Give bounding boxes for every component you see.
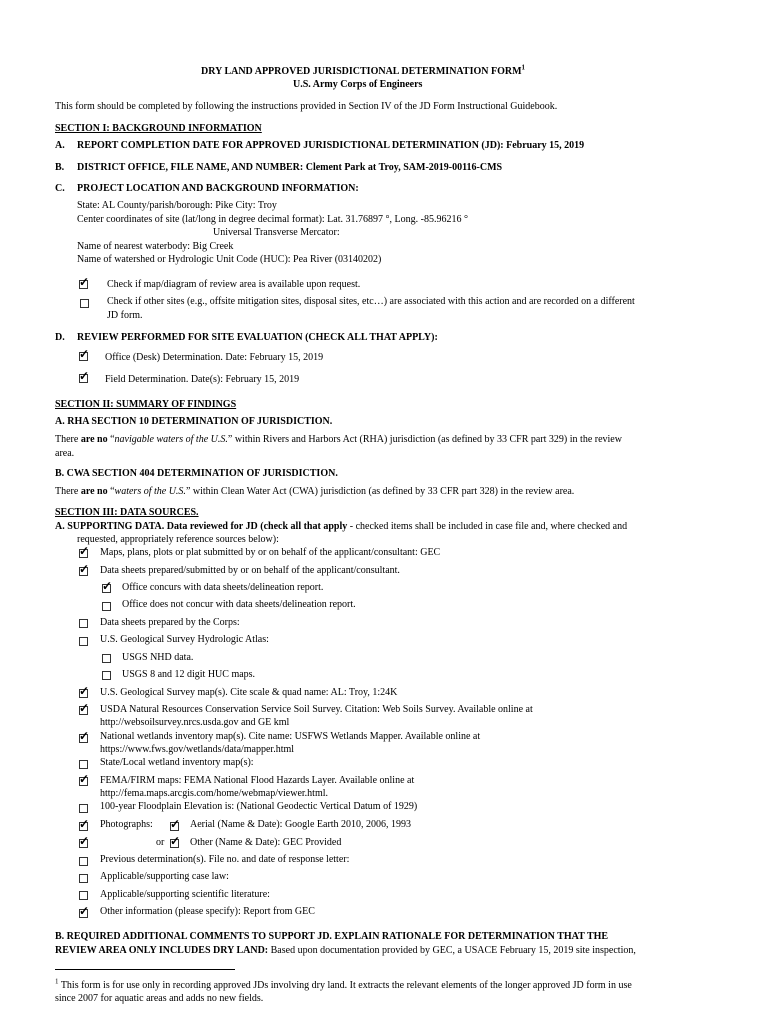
data-sheets-applicant-checkbox[interactable]	[79, 562, 90, 576]
office-determination-label: Office (Desk) Determination. Date: February 15, 2019	[105, 352, 324, 363]
map-available-label: Check if map/diagram of review area is available upon request.	[107, 279, 361, 290]
intro-text: This form should be completed by following the instructions provided in Section IV of the JD Form Instructional Guidebook.	[55, 101, 558, 112]
usgs-huc-label: USGS 8 and 12 digit HUC maps.	[122, 669, 256, 680]
cwa-heading: B. CWA SECTION 404 DETERMINATION OF JURISDICTION.	[55, 468, 338, 479]
case-law-label: Applicable/supporting case law:	[100, 871, 229, 882]
fema-firm-label: FEMA/FIRM maps: FEMA National Flood Hazards Layer. Available online at	[100, 775, 415, 786]
previous-determination-label: Previous determination(s). File no. and date of response letter:	[100, 854, 350, 865]
other-sites-label: Check if other sites (e.g., offsite mitigation sites, disposal sites, etc…) are associated with this action and are recorded on a different	[107, 296, 635, 307]
nwi-map-label: National wetlands inventory map(s). Cite name: USFWS Wetlands Mapper. Available online at	[100, 731, 481, 742]
maps-plans-checkbox[interactable]	[79, 544, 90, 558]
usgs-nhd-label: USGS NHD data.	[122, 652, 194, 663]
rha-heading: A. RHA SECTION 10 DETERMINATION OF JURISDICTION.	[55, 416, 333, 427]
usgs-map-checkbox[interactable]	[79, 684, 90, 698]
office-not-concur-label: Office does not concur with data sheets/delineation report.	[122, 599, 356, 610]
usda-soil-url: http://websoilsurvey.nrcs.usda.gov and GE kml	[100, 717, 290, 728]
office-not-concur-checkbox[interactable]	[102, 602, 111, 611]
item-b-letter: B.	[55, 162, 65, 173]
corps-data-sheets-label: Data sheets prepared by the Corps:	[100, 617, 240, 628]
supporting-data-heading-cont: requested, appropriately reference sources below):	[77, 534, 279, 545]
state-local-wetland-checkbox[interactable]	[79, 760, 88, 769]
supporting-data-heading: A. SUPPORTING DATA. Data reviewed for JD (check all that apply - checked items shall be included in case file and, where checked and	[55, 521, 628, 532]
additional-comments-heading: B. REQUIRED ADDITIONAL COMMENTS TO SUPPORT JD. EXPLAIN RATIONALE FOR DETERMINATION THAT THE	[55, 931, 609, 942]
project-location-heading: PROJECT LOCATION AND BACKGROUND INFORMATION:	[77, 183, 359, 194]
footnote-divider	[55, 969, 235, 970]
utm-label: Universal Transverse Mercator:	[213, 227, 340, 238]
rha-text: There are no “navigable waters of the U.S.” within Rivers and Harbors Act (RHA) jurisdiction (as defined by 33 CFR part 329) in the review	[55, 434, 622, 445]
form-title: DRY LAND APPROVED JURISDICTIONAL DETERMINATION FORM$^1$	[201, 63, 526, 77]
checkmark-icon: ✓	[79, 904, 90, 918]
other-sites-checkbox[interactable]	[80, 299, 89, 308]
maps-plans-label: Maps, plans, plots or plat submitted by or on behalf of the applicant/consultant: GEC	[100, 547, 441, 558]
usgs-huc-checkbox[interactable]	[102, 671, 111, 680]
item-a-letter: A.	[55, 140, 65, 151]
checkmark-icon: ✓	[79, 562, 90, 576]
checkmark-icon: ✓	[79, 834, 90, 848]
fema-firm-checkbox[interactable]	[79, 772, 90, 786]
footnote-text: $^1$ This form is for use only in recording approved JDs involving dry land. It extracts the relevant elements of the longer approved JD form in use	[55, 977, 632, 991]
footnote-text-cont: since 2007 for aquatic areas and adds no new fields.	[55, 993, 264, 1004]
nwi-map-url: https://www.fws.gov/wetlands/data/mapper.html	[100, 744, 295, 755]
section-3-heading: SECTION III: DATA SOURCES.	[55, 507, 199, 518]
section-2-heading: SECTION II: SUMMARY OF FINDINGS	[55, 399, 237, 410]
cwa-text: There are no “waters of the U.S.” within Clean Water Act (CWA) jurisdiction (as defined by 33 CFR part 328) in the review area.	[55, 486, 575, 497]
checkmark-icon: ✓	[79, 684, 90, 698]
rha-text-cont: area.	[55, 448, 75, 459]
office-determination-checkbox[interactable]	[79, 347, 90, 361]
photographs-checkbox[interactable]	[79, 817, 90, 831]
usgs-atlas-checkbox[interactable]	[79, 637, 88, 646]
checkmark-icon: ✓	[79, 275, 90, 289]
state-county-city: State: AL County/parish/borough: Pike City: Troy	[77, 200, 277, 211]
case-law-checkbox[interactable]	[79, 874, 88, 883]
review-performed-heading: REVIEW PERFORMED FOR SITE EVALUATION (CHECK ALL THAT APPLY):	[77, 332, 438, 343]
other-photos-checkbox[interactable]	[170, 834, 181, 848]
other-sites-label-cont: JD form.	[107, 310, 143, 321]
floodplain-elevation-label: 100-year Floodplain Elevation is: (National Geodectic Vertical Datum of 1929)	[100, 801, 418, 812]
office-concurs-label: Office concurs with data sheets/delineation report.	[122, 582, 324, 593]
aerial-photos-label: Aerial (Name & Date): Google Earth 2010, 2006, 1993	[190, 819, 412, 830]
checkmark-icon: ✓	[79, 772, 90, 786]
scientific-literature-checkbox[interactable]	[79, 891, 88, 900]
district-office-file: DISTRICT OFFICE, FILE NAME, AND NUMBER: Clement Park at Troy, SAM-2019-00116-CMS	[77, 162, 503, 173]
aerial-photos-checkbox[interactable]	[170, 817, 181, 831]
item-d-letter: D.	[55, 332, 65, 343]
usgs-map-label: U.S. Geological Survey map(s). Cite scale & quad name: AL: Troy, 1:24K	[100, 687, 398, 698]
field-determination-label: Field Determination. Date(s): February 15, 2019	[105, 374, 300, 385]
report-completion-date: REPORT COMPLETION DATE FOR APPROVED JURISDICTIONAL DETERMINATION (JD): February 15, 2019	[77, 140, 585, 151]
previous-determination-checkbox[interactable]	[79, 857, 88, 866]
checkmark-icon: ✓	[79, 369, 90, 383]
other-photos-label: Other (Name & Date): GEC Provided	[190, 837, 342, 848]
other-information-checkbox[interactable]	[79, 904, 90, 918]
usda-soil-label: USDA Natural Resources Conservation Service Soil Survey. Citation: Web Soils Survey. Available online at	[100, 704, 533, 715]
or-label: or	[156, 837, 165, 848]
usda-soil-checkbox[interactable]	[79, 701, 90, 715]
state-local-wetland-label: State/Local wetland inventory map(s):	[100, 757, 254, 768]
checkmark-icon: ✓	[102, 579, 113, 593]
scientific-literature-label: Applicable/supporting scientific literature:	[100, 889, 270, 900]
checkmark-icon: ✓	[170, 817, 181, 831]
checkmark-icon: ✓	[79, 347, 90, 361]
usgs-nhd-checkbox[interactable]	[102, 654, 111, 663]
office-concurs-checkbox[interactable]	[102, 579, 113, 593]
field-determination-checkbox[interactable]	[79, 369, 90, 383]
fema-firm-url: http://fema.maps.arcgis.com/home/webmap/viewer.html.	[100, 788, 328, 799]
data-sheets-applicant-label: Data sheets prepared/submitted by or on behalf of the applicant/consultant.	[100, 565, 400, 576]
item-c-letter: C.	[55, 183, 65, 194]
corps-data-sheets-checkbox[interactable]	[79, 619, 88, 628]
checkmark-icon: ✓	[79, 817, 90, 831]
center-coordinates: Center coordinates of site (lat/long in degree decimal format): Lat. 31.76897 °, Long. -85.96216 °	[77, 214, 468, 225]
checkmark-icon: ✓	[170, 834, 181, 848]
photographs-label: Photographs:	[100, 819, 153, 830]
other-information-label: Other information (please specify): Report from GEC	[100, 906, 315, 917]
floodplain-elevation-checkbox[interactable]	[79, 804, 88, 813]
watershed-huc: Name of watershed or Hydrologic Unit Code (HUC): Pea River (03140202)	[77, 254, 382, 265]
usgs-atlas-label: U.S. Geological Survey Hydrologic Atlas:	[100, 634, 269, 645]
checkmark-icon: ✓	[79, 544, 90, 558]
nearest-waterbody: Name of nearest waterbody: Big Creek	[77, 241, 234, 252]
additional-comments-text: REVIEW AREA ONLY INCLUDES DRY LAND: Based upon documentation provided by GEC, a USACE February 15, 2019 site inspection,	[55, 945, 636, 956]
checkmark-icon: ✓	[79, 729, 90, 743]
map-available-checkbox[interactable]	[79, 275, 90, 289]
section-1-heading: SECTION I: BACKGROUND INFORMATION	[55, 123, 262, 134]
form-subtitle: U.S. Army Corps of Engineers	[293, 79, 423, 90]
nwi-map-checkbox[interactable]	[79, 729, 90, 743]
checkmark-icon: ✓	[79, 701, 90, 715]
photographs-other-checkbox[interactable]	[79, 834, 90, 848]
